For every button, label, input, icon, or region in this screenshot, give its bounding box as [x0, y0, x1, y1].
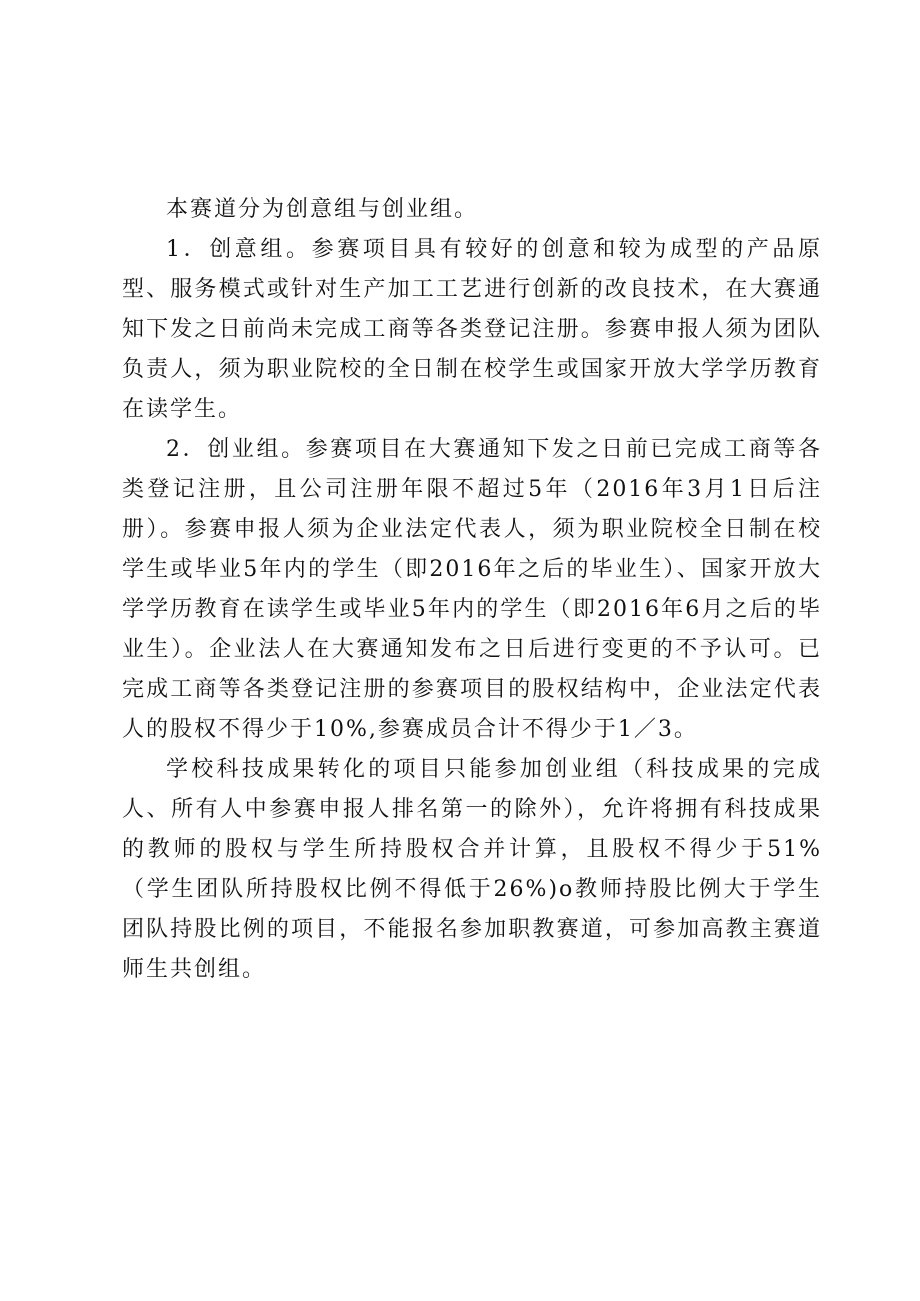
- paragraph-tech-transfer: 学校科技成果转化的项目只能参加创业组（科技成果的完成人、所有人中参赛申报人排名第一的除外），允许将拥有科技成果的教师的股权与学生所持股权合并计算，且股权不得少于51%（学生团队所持股权比例不得低于26%)o教师持股比例大于学生团队持股比例的项目，不能报名参加职教赛道，可参加高教主赛道师生共创组。: [122, 757, 822, 982]
- paragraph-creative-group: 1．创意组。参赛项目具有较好的创意和较为成型的产品原型、服务模式或针对生产加工工艺进行创新的改良技术，在大赛通知下发之日前尚未完成工商等各类登记注册。参赛申报人须为团队负责人，须为职业院校的全日制在校学生或国家开放大学学历教育在读学生。: [122, 237, 822, 422]
- paragraph-startup-group: 2．创业组。参赛项目在大赛通知下发之日前已完成工商等各类登记注册，且公司注册年限不超过5年（2016年3月1日后注册）。参赛申报人须为企业法定代表人，须为职业院校全日制在校学生或毕业5年内的学生（即2016年之后的毕业生）、国家开放大学学历教育在读学生或毕业5年内的学生（即2016年6月之后的毕业生）。企业法人在大赛通知发布之日后进行变更的不予认可。已完成工商等各类登记注册的参赛项目的股权结构中，企业法定代表人的股权不得少于10%,参赛成员合计不得少于1／3。: [122, 437, 822, 742]
- document-body: [122, 190, 822, 990]
- paragraph-intro: 本赛道分为创意组与创业组。: [166, 197, 479, 222]
